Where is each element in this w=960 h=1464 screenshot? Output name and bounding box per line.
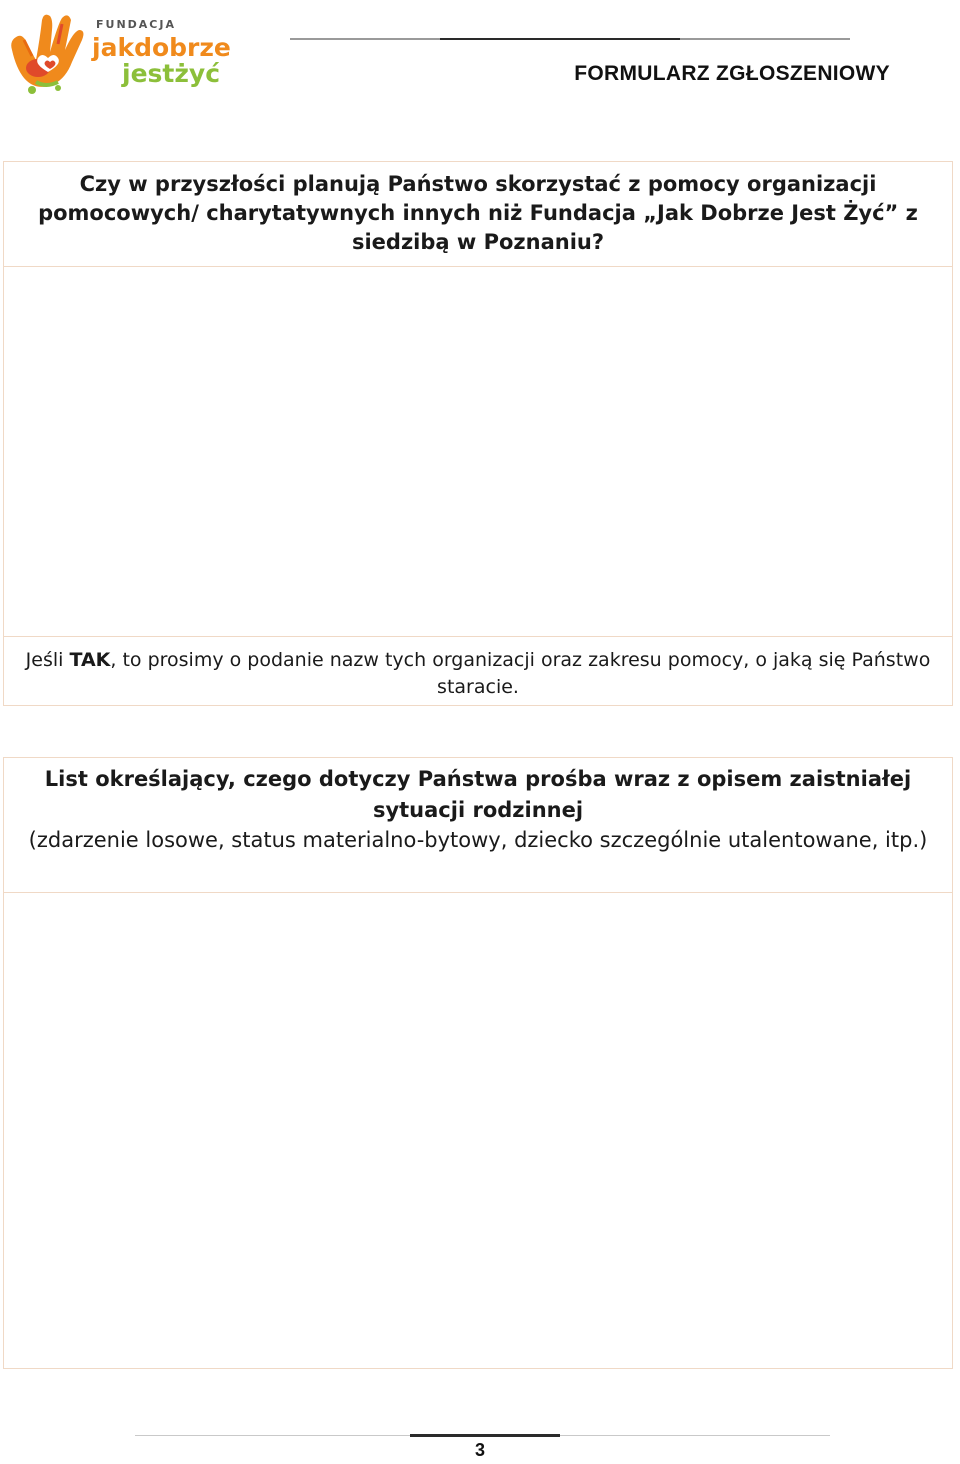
logo-text-jestzyc: jestżyć	[122, 59, 221, 88]
letter-box	[3, 757, 953, 1369]
logo-text-fundacja: FUNDACJA	[96, 18, 176, 31]
footer-divider	[135, 1435, 830, 1436]
foundation-logo	[8, 6, 270, 98]
organizations-answer-field[interactable]	[4, 267, 952, 637]
letter-header	[4, 758, 952, 893]
note-bold-tak: TAK	[69, 649, 111, 671]
header-divider	[290, 38, 850, 40]
organizations-note	[4, 637, 952, 701]
note-suffix: , to prosimy o podanie nazw tych organizacji oraz zakresu pomocy, o jaką się Państwo staracie.	[110, 649, 931, 698]
letter-answer-field[interactable]	[4, 893, 952, 1368]
hand-heart-logo-icon	[8, 6, 270, 98]
note-prefix: Jeśli	[25, 649, 70, 671]
letter-title: List określający, czego dotyczy Państwa prośba wraz z opisem zaistniałej sytuacji rodzinnej	[44, 767, 912, 822]
letter-subtitle: (zdarzenie losowe, status materialno-bytowy, dziecko szczególnie utalentowane, itp.)	[28, 828, 928, 852]
logo-text-jakdobrze: jakdobrze	[92, 33, 231, 62]
form-title: FORMULARZ ZGŁOSZENIOWY	[574, 62, 890, 85]
organizations-question-box	[3, 161, 953, 706]
organizations-question: Czy w przyszłości planują Państwo skorzystać z pomocy organizacji pomocowych/ charytatywnych innych niż Fundacja „Jak Dobrze Jest Żyć” z siedzibą w Poznaniu?	[4, 162, 952, 267]
page-number: 3	[474, 1440, 485, 1460]
